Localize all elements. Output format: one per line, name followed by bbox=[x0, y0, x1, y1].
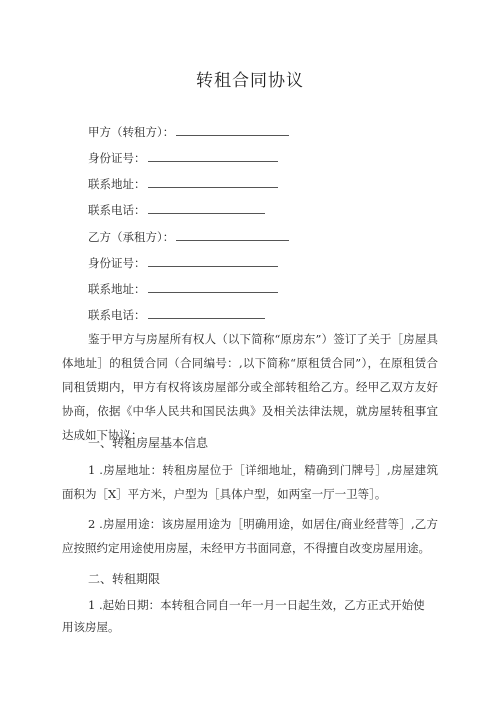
party-a-address-label: 联系地址： bbox=[88, 177, 146, 191]
section-2-item-1-line-1: 1 .起始日期：本转租合同自一年一月一日起生效，乙方正式开始使 bbox=[88, 598, 425, 612]
section-2-heading: 二、转租期限 bbox=[88, 572, 161, 586]
party-b-blank bbox=[176, 229, 289, 241]
section-1-heading: 一、转租房屋基本信息 bbox=[88, 436, 209, 450]
party-b-address-field bbox=[88, 281, 278, 296]
party-a-address-blank bbox=[148, 176, 278, 188]
party-b-id-blank bbox=[148, 255, 278, 267]
party-b-field bbox=[88, 229, 289, 244]
party-b-phone-blank bbox=[148, 307, 265, 319]
party-a-phone-field bbox=[88, 202, 265, 217]
section-1-item-1: 1 .房屋地址：转租房屋位于［详细地址，精确到门牌号］,房屋建筑面积为［X］平方米，户型为［具体户型，如两室一厅一卫等］。 bbox=[62, 463, 438, 501]
party-a-id-label: 身份证号： bbox=[88, 151, 146, 165]
preamble-paragraph: 鉴于甲方与房屋所有权人（以下简称“原房东”）签订了关于［房屋具体地址］的租赁合同（合同编号：,以下简称“原租赁合同”），在原租赁合同租赁期内，甲方有权将该房屋部分或全部转租给乙方。经甲乙双方友好协商，依据《中华人民共和国民法典》及相关法律法规，就房屋转租事宜达成如下协议： bbox=[62, 332, 438, 442]
party-b-address-label: 联系地址： bbox=[88, 282, 146, 296]
party-a-label: 甲方（转租方）： bbox=[88, 125, 175, 139]
party-a-phone-blank bbox=[148, 202, 265, 214]
section-1-item-2: 2 .房屋用途：该房屋用途为［明确用途，如居住/商业经营等］,乙方应按照约定用途使用房屋，未经甲方书面同意，不得擅自改变房屋用途。 bbox=[62, 517, 438, 555]
party-a-field bbox=[88, 124, 289, 139]
party-a-blank bbox=[176, 124, 289, 136]
party-b-phone-label: 联系电话： bbox=[88, 308, 146, 322]
party-a-id-blank bbox=[148, 150, 278, 162]
party-b-label: 乙方（承租方）： bbox=[88, 230, 175, 244]
party-a-id-field bbox=[88, 150, 278, 165]
section-2-item-1-line-2: 用该房屋。 bbox=[62, 620, 120, 634]
party-b-id-label: 身份证号： bbox=[88, 256, 146, 270]
party-b-phone-field bbox=[88, 307, 265, 322]
party-a-phone-label: 联系电话： bbox=[88, 203, 146, 217]
party-a-address-field bbox=[88, 176, 278, 191]
document-title: 转租合同协议 bbox=[196, 71, 304, 91]
party-b-address-blank bbox=[148, 281, 278, 293]
party-b-id-field bbox=[88, 255, 278, 270]
